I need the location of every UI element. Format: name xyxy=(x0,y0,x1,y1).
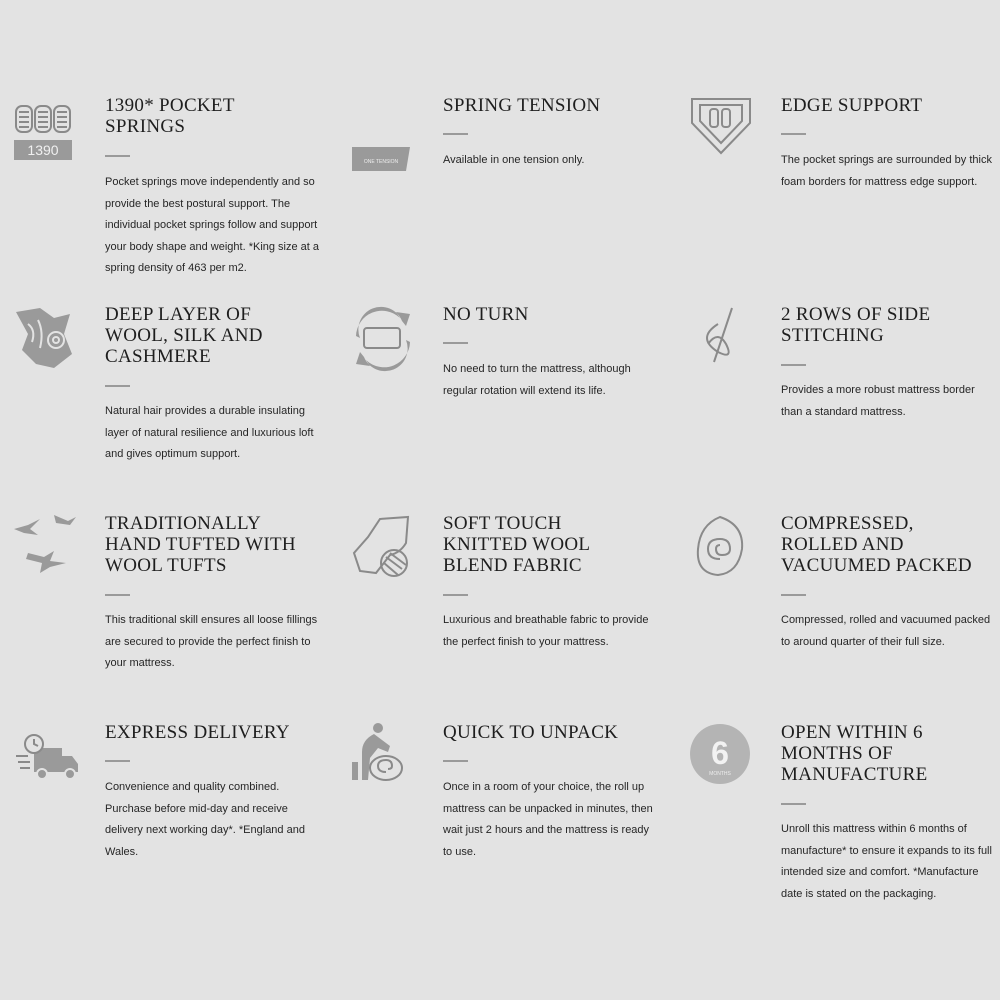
title-divider xyxy=(443,594,468,596)
feature-description: No need to turn the mattress, although regular rotation will extend its life. xyxy=(443,363,631,397)
feature-description: Once in a room of your choice, the roll up mattress can be unpacked in minutes, then wait just 2 hours and the mattress is ready to use. xyxy=(443,781,653,858)
feature-title: SOFT TOUCH KNITTED WOOL BLEND FABRIC xyxy=(443,513,591,576)
feature-title: QUICK TO UNPACK xyxy=(443,722,619,743)
title-divider xyxy=(443,133,468,135)
title-divider xyxy=(781,133,806,135)
title-divider xyxy=(105,760,130,762)
title-divider xyxy=(781,594,806,596)
feature-title: SPRING TENSION xyxy=(443,95,601,116)
feature-description: Pocket springs move independently and so provide the best postural support. The individual pocket springs follow and support your body shape and weight. *King size at a spring density of 463 per m2. xyxy=(105,176,320,274)
feature-express-delivery xyxy=(0,722,330,932)
spring-tension-icon-label: ONE TENSION xyxy=(363,159,399,165)
feature-description: The pocket springs are surrounded by thick foam borders for mattress edge support. xyxy=(781,154,992,188)
needle-thread-icon xyxy=(688,304,758,374)
title-divider xyxy=(781,364,806,366)
feature-spring-tension xyxy=(338,95,668,305)
feature-description: Luxurious and breathable fabric to provide the perfect finish to your mattress. xyxy=(443,614,649,648)
feature-title: NO TURN xyxy=(443,304,529,325)
feature-compressed-rolled xyxy=(676,513,1000,723)
title-divider xyxy=(781,803,806,805)
unpacking-person-icon xyxy=(348,722,418,792)
feature-title: 1390* POCKET SPRINGS xyxy=(105,95,235,137)
title-divider xyxy=(105,594,130,596)
title-divider xyxy=(105,385,130,387)
fabric-roll-icon xyxy=(350,513,420,583)
feature-pocket-springs xyxy=(0,95,330,305)
feature-title: OPEN WITHIN 6 MONTHS OF MANUFACTURE xyxy=(781,722,928,785)
title-divider xyxy=(443,342,468,344)
feature-description: This traditional skill ensures all loose fillings are secured to provide the perfect finish to your mattress. xyxy=(105,614,318,669)
feature-title: COMPRESSED, ROLLED AND VACUUMED PACKED xyxy=(781,513,972,576)
feature-title: EDGE SUPPORT xyxy=(781,95,923,116)
rolled-mattress-icon xyxy=(686,513,756,583)
sheep-icon xyxy=(10,304,80,374)
feature-open-within-6-months xyxy=(676,722,1000,932)
spring-tension-icon xyxy=(350,120,420,190)
feature-edge-support xyxy=(676,95,1000,305)
feature-hand-tufted xyxy=(0,513,330,723)
feature-description: Available in one tension only. xyxy=(443,154,585,166)
six-months-icon-sublabel: MONTHS xyxy=(709,771,731,777)
feature-wool-silk-cashmere xyxy=(0,304,330,514)
wool-tufts-icon xyxy=(10,513,80,583)
rotate-mattress-icon xyxy=(348,306,418,376)
title-divider xyxy=(105,155,130,157)
feature-title: 2 ROWS OF SIDE STITCHING xyxy=(781,304,931,346)
title-divider xyxy=(443,760,468,762)
feature-no-turn xyxy=(338,304,668,514)
feature-description: Provides a more robust mattress border than a standard mattress. xyxy=(781,384,975,418)
feature-knitted-fabric xyxy=(338,513,668,723)
feature-title: EXPRESS DELIVERY xyxy=(105,722,290,743)
six-months-icon xyxy=(688,722,758,792)
feature-title: TRADITIONALLY HAND TUFTED WITH WOOL TUFTS xyxy=(105,513,296,576)
pocket-springs-icon xyxy=(10,100,80,170)
edge-support-icon xyxy=(688,95,758,165)
delivery-truck-icon xyxy=(12,722,82,792)
feature-quick-unpack xyxy=(338,722,668,932)
feature-description: Natural hair provides a durable insulating layer of natural resilience and luxurious loft and gives optimum support. xyxy=(105,405,314,460)
pocket-springs-icon-label: 1390 xyxy=(27,142,59,158)
feature-title: DEEP LAYER OF WOOL, SILK AND CASHMERE xyxy=(105,304,263,367)
six-months-icon-number: 6 xyxy=(711,735,729,771)
feature-description: Unroll this mattress within 6 months of manufacture* to ensure it expands to its full intended size and comfort. *Manufacture date is stated on the packaging. xyxy=(781,823,992,900)
feature-description: Convenience and quality combined. Purchase before mid-day and receive delivery next working day*. *England and Wales. xyxy=(105,781,305,858)
feature-side-stitching xyxy=(676,304,1000,514)
feature-description: Compressed, rolled and vacuumed packed to around quarter of their full size. xyxy=(781,614,991,648)
